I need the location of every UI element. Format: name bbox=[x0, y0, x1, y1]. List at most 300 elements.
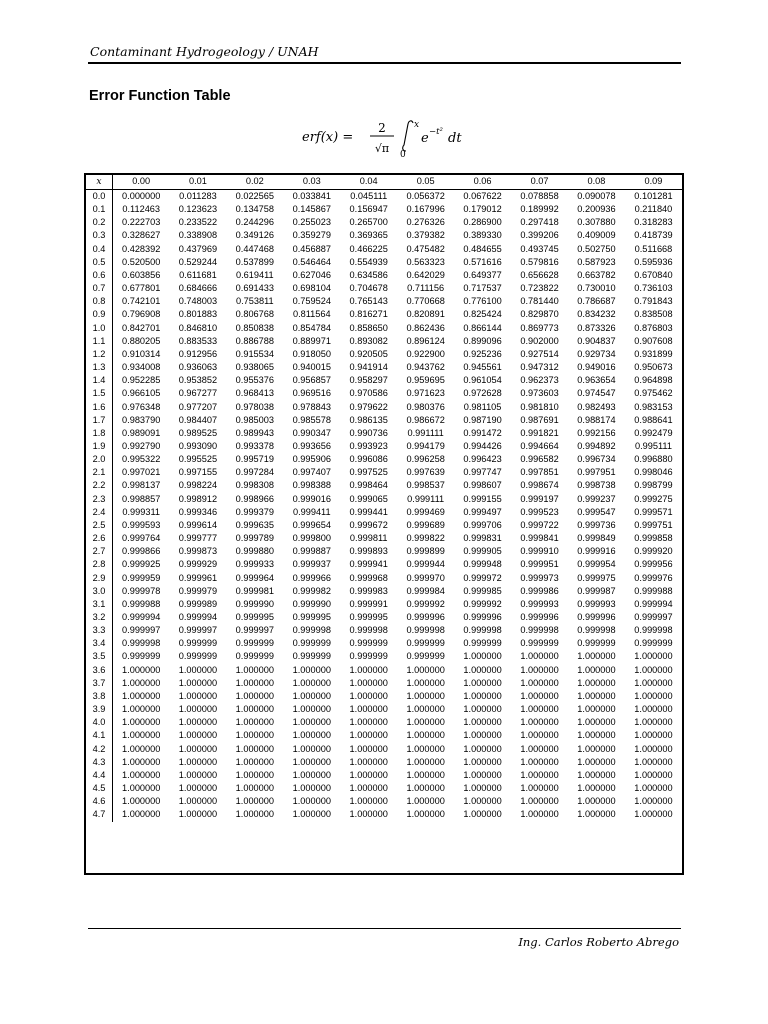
erf-value-cell: 0.999275 bbox=[634, 493, 673, 504]
erf-value-cell: 0.997284 bbox=[235, 467, 274, 478]
erf-value-cell: 0.973603 bbox=[520, 388, 559, 399]
erf-value-cell: 0.999998 bbox=[406, 625, 445, 636]
erf-value-cell: 1.000000 bbox=[292, 730, 331, 741]
table-row bbox=[86, 479, 682, 492]
table-row bbox=[86, 519, 682, 532]
erf-value-cell: 0.989943 bbox=[235, 427, 274, 438]
erf-value-cell: 0.999614 bbox=[178, 519, 218, 530]
erf-value-cell: 1.000000 bbox=[520, 690, 559, 701]
column-header: 0.03 bbox=[283, 175, 340, 190]
erf-value-cell: 0.988174 bbox=[577, 414, 616, 425]
erf-value-cell: 1.000000 bbox=[406, 783, 445, 794]
table-row bbox=[86, 374, 682, 387]
x-value-cell: 0.8 bbox=[86, 295, 113, 308]
erf-value-cell: 0.998464 bbox=[349, 480, 388, 491]
erf-value-cell: 0.999910 bbox=[520, 546, 559, 557]
x-value-cell: 3.5 bbox=[86, 650, 113, 663]
erf-value-cell: 0.999951 bbox=[520, 559, 559, 570]
erf-value-cell: 1.000000 bbox=[178, 730, 218, 741]
erf-value-cell: 0.200936 bbox=[577, 204, 616, 215]
erf-value-cell: 0.938065 bbox=[235, 362, 274, 373]
erf-value-cell: 0.896124 bbox=[406, 335, 445, 346]
erf-value-cell: 0.842701 bbox=[122, 322, 161, 333]
erf-value-cell: 1.000000 bbox=[463, 730, 502, 741]
erf-value-cell: 0.022565 bbox=[235, 191, 274, 201]
erf-value-cell: 1.000000 bbox=[122, 704, 161, 715]
table-row bbox=[86, 677, 682, 690]
erf-value-cell: 1.000000 bbox=[406, 756, 445, 767]
erf-value-cell: 0.993656 bbox=[292, 440, 331, 451]
erf-value-cell: 0.711156 bbox=[407, 283, 445, 294]
erf-value-cell: 0.811564 bbox=[292, 309, 331, 320]
erf-value-cell: 0.999905 bbox=[463, 546, 502, 557]
erf-value-cell: 0.943762 bbox=[406, 362, 445, 373]
erf-value-cell: 0.876803 bbox=[634, 322, 673, 333]
erf-value-cell: 0.999994 bbox=[634, 598, 673, 609]
erf-value-cell: 0.999777 bbox=[178, 533, 218, 544]
erf-value-cell: 0.994664 bbox=[520, 440, 559, 451]
erf-value-cell: 1.000000 bbox=[349, 730, 388, 741]
erf-value-cell: 1.000000 bbox=[178, 690, 218, 701]
erf-value-cell: 0.959695 bbox=[406, 375, 445, 386]
erf-value-cell: 0.999999 bbox=[235, 638, 274, 649]
erf-value-cell: 1.000000 bbox=[520, 730, 559, 741]
erf-value-cell: 0.918050 bbox=[292, 348, 331, 359]
erf-value-cell: 0.904837 bbox=[577, 335, 616, 346]
erf-value-cell: 0.999497 bbox=[463, 506, 502, 517]
erf-value-cell: 1.000000 bbox=[520, 704, 559, 715]
erf-value-cell: 0.595936 bbox=[634, 256, 673, 267]
erf-value-cell: 0.999998 bbox=[463, 625, 502, 636]
erf-value-cell: 0.989091 bbox=[122, 427, 161, 438]
erf-value-cell: 0.996880 bbox=[634, 454, 673, 465]
erf-value-cell: 0.979622 bbox=[349, 401, 388, 412]
erf-value-cell: 1.000000 bbox=[634, 756, 673, 767]
erf-value-cell: 1.000000 bbox=[634, 677, 673, 688]
erf-value-cell: 0.999441 bbox=[349, 506, 388, 517]
erf-value-cell: 1.000000 bbox=[349, 677, 388, 688]
table-row bbox=[86, 216, 682, 229]
erf-value-cell: 0.999972 bbox=[463, 572, 502, 583]
erf-value-cell: 0.999789 bbox=[235, 533, 274, 544]
erf-value-cell: 0.998137 bbox=[122, 480, 161, 491]
erf-value-cell: 0.571616 bbox=[463, 256, 502, 267]
erf-value-cell: 0.999988 bbox=[634, 585, 673, 596]
erf-value-cell: 1.000000 bbox=[122, 769, 161, 780]
erf-value-cell: 0.978038 bbox=[235, 401, 274, 412]
erf-value-cell: 0.998388 bbox=[292, 480, 331, 491]
x-value-cell: 2.2 bbox=[86, 479, 113, 492]
erf-value-cell: 0.975462 bbox=[634, 388, 673, 399]
table-row bbox=[86, 414, 682, 427]
erf-value-cell: 0.991111 bbox=[407, 427, 444, 438]
erf-value-cell: 0.134758 bbox=[235, 204, 274, 215]
erf-value-cell: 0.730010 bbox=[577, 283, 616, 294]
column-header: 0.05 bbox=[397, 175, 454, 190]
erf-value-cell: 0.999999 bbox=[634, 638, 673, 649]
erf-value-cell: 0.045111 bbox=[350, 191, 388, 201]
erf-value-cell: 0.969516 bbox=[292, 388, 331, 399]
erf-value-cell: 1.000000 bbox=[349, 690, 388, 701]
erf-value-cell: 0.947312 bbox=[520, 362, 559, 373]
table-body bbox=[86, 190, 682, 822]
erf-value-cell: 1.000000 bbox=[520, 783, 559, 794]
erf-value-cell: 1.000000 bbox=[634, 809, 673, 820]
erf-value-cell: 0.994892 bbox=[577, 440, 616, 451]
table-row bbox=[86, 203, 682, 216]
erf-value-cell: 0.753811 bbox=[236, 296, 274, 307]
erf-value-cell: 0.834232 bbox=[577, 309, 616, 320]
erf-value-cell: 0.999979 bbox=[178, 585, 218, 596]
erf-value-cell: 1.000000 bbox=[122, 664, 161, 675]
erf-value-cell: 0.993090 bbox=[178, 440, 218, 451]
erf-value-cell: 0.563323 bbox=[406, 256, 445, 267]
x-value-cell: 0.3 bbox=[86, 229, 113, 242]
erf-value-cell: 0.999999 bbox=[292, 638, 331, 649]
formula-lower-limit: 0 bbox=[400, 150, 406, 160]
table-row bbox=[86, 308, 682, 321]
erf-value-cell: 1.000000 bbox=[634, 704, 673, 715]
x-value-cell: 3.9 bbox=[86, 703, 113, 716]
erf-value-cell: 1.000000 bbox=[292, 704, 331, 715]
erf-value-cell: 0.949016 bbox=[577, 362, 616, 373]
table-row bbox=[86, 466, 682, 479]
erf-value-cell: 0.984407 bbox=[178, 414, 218, 425]
erf-value-cell: 0.338908 bbox=[178, 230, 218, 241]
x-value-cell: 1.1 bbox=[86, 335, 113, 348]
erf-value-cell: 0.999925 bbox=[122, 559, 161, 570]
erf-value-cell: 1.000000 bbox=[406, 690, 445, 701]
erf-value-cell: 0.991821 bbox=[520, 427, 559, 438]
table-row bbox=[86, 572, 682, 585]
erf-value-cell: 1.000000 bbox=[178, 664, 218, 675]
erf-value-cell: 0.866144 bbox=[463, 322, 502, 333]
erf-value-cell: 1.000000 bbox=[178, 717, 218, 728]
erf-value-cell: 0.999990 bbox=[292, 598, 331, 609]
erf-value-cell: 0.670840 bbox=[634, 269, 673, 280]
erf-value-cell: 1.000000 bbox=[406, 730, 445, 741]
erf-value-cell: 1.000000 bbox=[463, 717, 502, 728]
erf-value-cell: 0.999155 bbox=[463, 493, 502, 504]
erf-value-cell: 0.999831 bbox=[463, 533, 502, 544]
page-title: Error Function Table bbox=[89, 88, 231, 104]
erf-value-cell: 0.999988 bbox=[122, 598, 161, 609]
table-row bbox=[86, 756, 682, 769]
erf-value-cell: 0.999999 bbox=[178, 638, 218, 649]
table-row bbox=[86, 703, 682, 716]
erf-value-cell: 0.996258 bbox=[406, 454, 445, 465]
erf-value-cell: 0.981810 bbox=[520, 401, 559, 412]
erf-value-cell: 1.000000 bbox=[235, 677, 274, 688]
erf-value-cell: 0.999689 bbox=[406, 519, 445, 530]
x-value-cell: 1.3 bbox=[86, 361, 113, 374]
erf-value-cell: 1.000000 bbox=[463, 769, 502, 780]
erf-value-cell: 0.999379 bbox=[235, 506, 274, 517]
x-value-cell: 1.8 bbox=[86, 427, 113, 440]
erf-value-cell: 0.999920 bbox=[634, 546, 673, 557]
erf-value-cell: 0.801883 bbox=[178, 309, 218, 320]
erf-value-cell: 0.998607 bbox=[463, 480, 502, 491]
erf-value-cell: 0.399206 bbox=[520, 230, 559, 241]
erf-value-cell: 0.999999 bbox=[235, 651, 274, 662]
erf-value-cell: 0.999973 bbox=[520, 572, 559, 583]
erf-value-cell: 0.546464 bbox=[292, 256, 331, 267]
table-row bbox=[86, 690, 682, 703]
erf-value-cell: 0.997407 bbox=[292, 467, 331, 478]
erf-value-cell: 0.437969 bbox=[178, 243, 218, 254]
erf-value-cell: 1.000000 bbox=[235, 704, 274, 715]
erf-value-cell: 0.985578 bbox=[292, 414, 331, 425]
erf-value-cell: 0.988641 bbox=[634, 414, 673, 425]
erf-value-cell: 1.000000 bbox=[577, 704, 616, 715]
erf-value-cell: 0.684666 bbox=[178, 283, 218, 294]
erf-value-cell: 0.101281 bbox=[634, 191, 673, 201]
table-row bbox=[86, 729, 682, 742]
erf-value-cell: 0.996423 bbox=[463, 454, 502, 465]
erf-value-cell: 0.359279 bbox=[292, 230, 331, 241]
formula-integrand: e bbox=[421, 131, 429, 146]
erf-value-cell: 1.000000 bbox=[634, 664, 673, 675]
erf-value-cell: 0.956857 bbox=[292, 375, 331, 386]
erf-value-cell: 1.000000 bbox=[406, 704, 445, 715]
erf-value-cell: 0.912956 bbox=[178, 348, 218, 359]
table-row bbox=[86, 387, 682, 400]
erf-value-cell: 0.987691 bbox=[520, 414, 559, 425]
x-value-cell: 1.9 bbox=[86, 440, 113, 453]
erf-value-cell: 1.000000 bbox=[178, 677, 218, 688]
erf-value-cell: 0.222703 bbox=[122, 217, 161, 228]
erf-value-cell: 0.999994 bbox=[122, 612, 161, 622]
table-row bbox=[86, 624, 682, 637]
erf-value-cell: 0.587923 bbox=[577, 256, 616, 267]
erf-value-cell: 0.297418 bbox=[520, 217, 559, 228]
erf-value-cell: 0.999593 bbox=[122, 519, 161, 530]
erf-value-cell: 1.000000 bbox=[178, 769, 218, 780]
erf-value-cell: 0.999929 bbox=[178, 559, 218, 570]
erf-value-cell: 0.999873 bbox=[178, 546, 218, 557]
erf-value-cell: 0.974547 bbox=[577, 388, 616, 399]
x-value-cell: 2.8 bbox=[86, 558, 113, 571]
erf-value-cell: 0.929734 bbox=[577, 348, 616, 359]
erf-value-cell: 1.000000 bbox=[634, 690, 673, 701]
x-value-cell: 4.2 bbox=[86, 743, 113, 756]
erf-value-cell: 1.000000 bbox=[122, 756, 161, 767]
erf-value-cell: 0.999993 bbox=[577, 598, 616, 609]
table-row bbox=[86, 585, 682, 598]
table-row bbox=[86, 269, 682, 282]
erf-value-cell: 1.000000 bbox=[235, 769, 274, 780]
erf-value-cell: 0.349126 bbox=[235, 230, 274, 241]
erf-value-cell: 0.999990 bbox=[235, 598, 274, 609]
erf-value-cell: 0.999893 bbox=[349, 546, 388, 557]
erf-value-cell: 0.999986 bbox=[520, 585, 559, 596]
column-header: 0.06 bbox=[454, 175, 511, 190]
erf-value-cell: 1.000000 bbox=[520, 756, 559, 767]
x-value-cell: 4.3 bbox=[86, 756, 113, 769]
erf-value-cell: 1.000000 bbox=[122, 690, 161, 701]
erf-value-cell: 0.999954 bbox=[577, 559, 616, 570]
erf-value-cell: 0.999571 bbox=[634, 506, 673, 517]
erf-value-cell: 0.318283 bbox=[634, 217, 673, 228]
table-row bbox=[86, 743, 682, 756]
erf-value-cell: 0.999999 bbox=[178, 651, 218, 662]
erf-formula-svg bbox=[296, 114, 496, 162]
erf-value-cell: 0.999998 bbox=[577, 625, 616, 636]
erf-value-cell: 1.000000 bbox=[577, 664, 616, 675]
erf-value-cell: 1.000000 bbox=[463, 677, 502, 688]
erf-value-cell: 0.999822 bbox=[406, 533, 445, 544]
erf-value-cell: 0.999996 bbox=[406, 612, 445, 622]
erf-value-cell: 0.998966 bbox=[235, 493, 274, 504]
x-value-cell: 0.2 bbox=[86, 216, 113, 229]
erf-value-cell: 0.999999 bbox=[122, 651, 161, 662]
erf-value-cell: 0.717537 bbox=[463, 283, 502, 294]
erf-value-cell: 0.000000 bbox=[122, 191, 161, 201]
erf-value-cell: 0.663782 bbox=[577, 269, 616, 280]
erf-value-cell: 1.000000 bbox=[577, 796, 616, 807]
erf-value-cell: 0.999966 bbox=[292, 572, 331, 583]
erf-value-cell: 0.090078 bbox=[577, 191, 616, 201]
erf-value-cell: 0.999999 bbox=[406, 638, 445, 649]
erf-value-cell: 0.997639 bbox=[406, 467, 445, 478]
erf-value-cell: 0.996734 bbox=[577, 454, 616, 465]
erf-value-cell: 0.999995 bbox=[349, 612, 388, 622]
erf-value-cell: 0.999992 bbox=[463, 598, 502, 609]
erf-value-cell: 1.000000 bbox=[349, 743, 388, 754]
column-header: 0.02 bbox=[226, 175, 283, 190]
x-value-cell: 2.7 bbox=[86, 545, 113, 558]
erf-table-frame bbox=[84, 173, 684, 875]
erf-value-cell: 0.998537 bbox=[406, 480, 445, 491]
x-value-cell: 0.4 bbox=[86, 243, 113, 256]
erf-value-cell: 0.999999 bbox=[349, 651, 388, 662]
formula-numerator: 2 bbox=[378, 121, 386, 135]
erf-value-cell: 0.999523 bbox=[520, 506, 559, 517]
erf-value-cell: 0.418739 bbox=[634, 230, 673, 241]
erf-value-cell: 0.691433 bbox=[235, 283, 274, 294]
table-row bbox=[86, 650, 682, 663]
x-value-cell: 3.3 bbox=[86, 624, 113, 637]
erf-value-cell: 1.000000 bbox=[577, 769, 616, 780]
erf-value-cell: 0.961054 bbox=[463, 375, 502, 386]
erf-value-cell: 1.000000 bbox=[520, 769, 559, 780]
erf-value-cell: 0.825424 bbox=[463, 309, 502, 320]
erf-value-cell: 0.883533 bbox=[178, 335, 218, 346]
erf-value-cell: 0.940015 bbox=[292, 362, 331, 373]
erf-value-cell: 1.000000 bbox=[292, 769, 331, 780]
formula-denominator: √π bbox=[374, 142, 390, 155]
erf-value-cell: 0.992156 bbox=[577, 427, 616, 438]
erf-value-cell: 0.986672 bbox=[406, 414, 445, 425]
x-value-cell: 1.5 bbox=[86, 387, 113, 400]
x-value-cell: 0.6 bbox=[86, 269, 113, 282]
column-header: 0.09 bbox=[625, 175, 682, 190]
erf-value-cell: 0.999722 bbox=[520, 519, 559, 530]
erf-value-cell: 1.000000 bbox=[634, 783, 673, 794]
x-value-cell: 2.3 bbox=[86, 493, 113, 506]
erf-value-cell: 1.000000 bbox=[577, 690, 616, 701]
erf-value-cell: 0.998799 bbox=[634, 480, 673, 491]
erf-value-cell: 0.999800 bbox=[292, 533, 331, 544]
erf-value-cell: 0.999887 bbox=[292, 546, 331, 557]
erf-value-cell: 0.999916 bbox=[577, 546, 616, 557]
x-value-cell: 1.7 bbox=[86, 414, 113, 427]
x-value-cell: 0.0 bbox=[86, 190, 113, 204]
erf-value-cell: 0.945561 bbox=[463, 362, 502, 373]
erf-value-cell: 0.759524 bbox=[292, 296, 331, 307]
table-row bbox=[86, 295, 682, 308]
formula-exponent: −t² bbox=[429, 127, 443, 137]
erf-value-cell: 0.972628 bbox=[463, 388, 502, 399]
erf-value-cell: 0.999997 bbox=[178, 625, 218, 636]
header-course: Contaminant Hydrogeology / UNAH bbox=[90, 44, 319, 59]
erf-value-cell: 0.999993 bbox=[520, 598, 559, 609]
erf-value-cell: 0.999975 bbox=[577, 572, 616, 583]
erf-value-cell: 0.907608 bbox=[634, 335, 673, 346]
erf-value-cell: 0.962373 bbox=[520, 375, 559, 386]
erf-value-cell: 1.000000 bbox=[292, 743, 331, 754]
erf-value-cell: 0.838508 bbox=[634, 309, 673, 320]
erf-value-cell: 0.806768 bbox=[235, 309, 274, 320]
erf-value-cell: 0.447468 bbox=[235, 243, 274, 254]
erf-value-cell: 0.999672 bbox=[349, 519, 388, 530]
erf-value-cell: 0.994179 bbox=[406, 440, 445, 451]
x-value-cell: 0.5 bbox=[86, 256, 113, 269]
erf-value-cell: 0.964898 bbox=[634, 375, 673, 386]
erf-value-cell: 1.000000 bbox=[520, 677, 559, 688]
erf-value-cell: 0.611681 bbox=[179, 269, 217, 280]
erf-value-cell: 0.791843 bbox=[634, 296, 673, 307]
erf-value-cell: 1.000000 bbox=[122, 677, 161, 688]
erf-value-cell: 0.999995 bbox=[235, 612, 274, 622]
erf-value-cell: 0.189992 bbox=[520, 204, 559, 215]
header-rule bbox=[88, 62, 681, 64]
x-value-cell: 3.7 bbox=[86, 677, 113, 690]
erf-value-cell: 1.000000 bbox=[349, 756, 388, 767]
erf-value-cell: 0.995906 bbox=[292, 454, 331, 465]
erf-value-cell: 0.999999 bbox=[406, 651, 445, 662]
erf-value-cell: 0.307880 bbox=[577, 217, 616, 228]
erf-value-cell: 0.999941 bbox=[349, 559, 388, 570]
erf-value-cell: 0.997155 bbox=[178, 467, 218, 478]
x-value-cell: 4.1 bbox=[86, 729, 113, 742]
erf-value-cell: 0.748003 bbox=[178, 296, 218, 307]
erf-value-cell: 0.286900 bbox=[463, 217, 502, 228]
erf-value-cell: 1.000000 bbox=[349, 717, 388, 728]
erf-value-cell: 0.829870 bbox=[520, 309, 559, 320]
erf-value-cell: 1.000000 bbox=[235, 690, 274, 701]
table-row bbox=[86, 664, 682, 677]
erf-value-cell: 0.742101 bbox=[122, 296, 161, 307]
erf-value-cell: 1.000000 bbox=[634, 796, 673, 807]
x-column-header: x bbox=[86, 175, 113, 190]
erf-value-cell: 0.816271 bbox=[349, 309, 388, 320]
erf-formula bbox=[296, 114, 496, 162]
erf-value-cell: 1.000000 bbox=[122, 796, 161, 807]
erf-value-cell: 1.000000 bbox=[122, 743, 161, 754]
table-row bbox=[86, 545, 682, 558]
erf-value-cell: 0.704678 bbox=[349, 283, 388, 294]
table-row bbox=[86, 335, 682, 348]
erf-value-cell: 0.999976 bbox=[634, 572, 673, 583]
erf-value-cell: 0.982493 bbox=[577, 401, 616, 412]
erf-value-cell: 0.996086 bbox=[349, 454, 388, 465]
erf-value-cell: 0.369365 bbox=[349, 230, 388, 241]
erf-value-cell: 1.000000 bbox=[634, 730, 673, 741]
x-value-cell: 4.5 bbox=[86, 782, 113, 795]
erf-value-cell: 0.770668 bbox=[406, 296, 445, 307]
erf-value-cell: 1.000000 bbox=[292, 796, 331, 807]
